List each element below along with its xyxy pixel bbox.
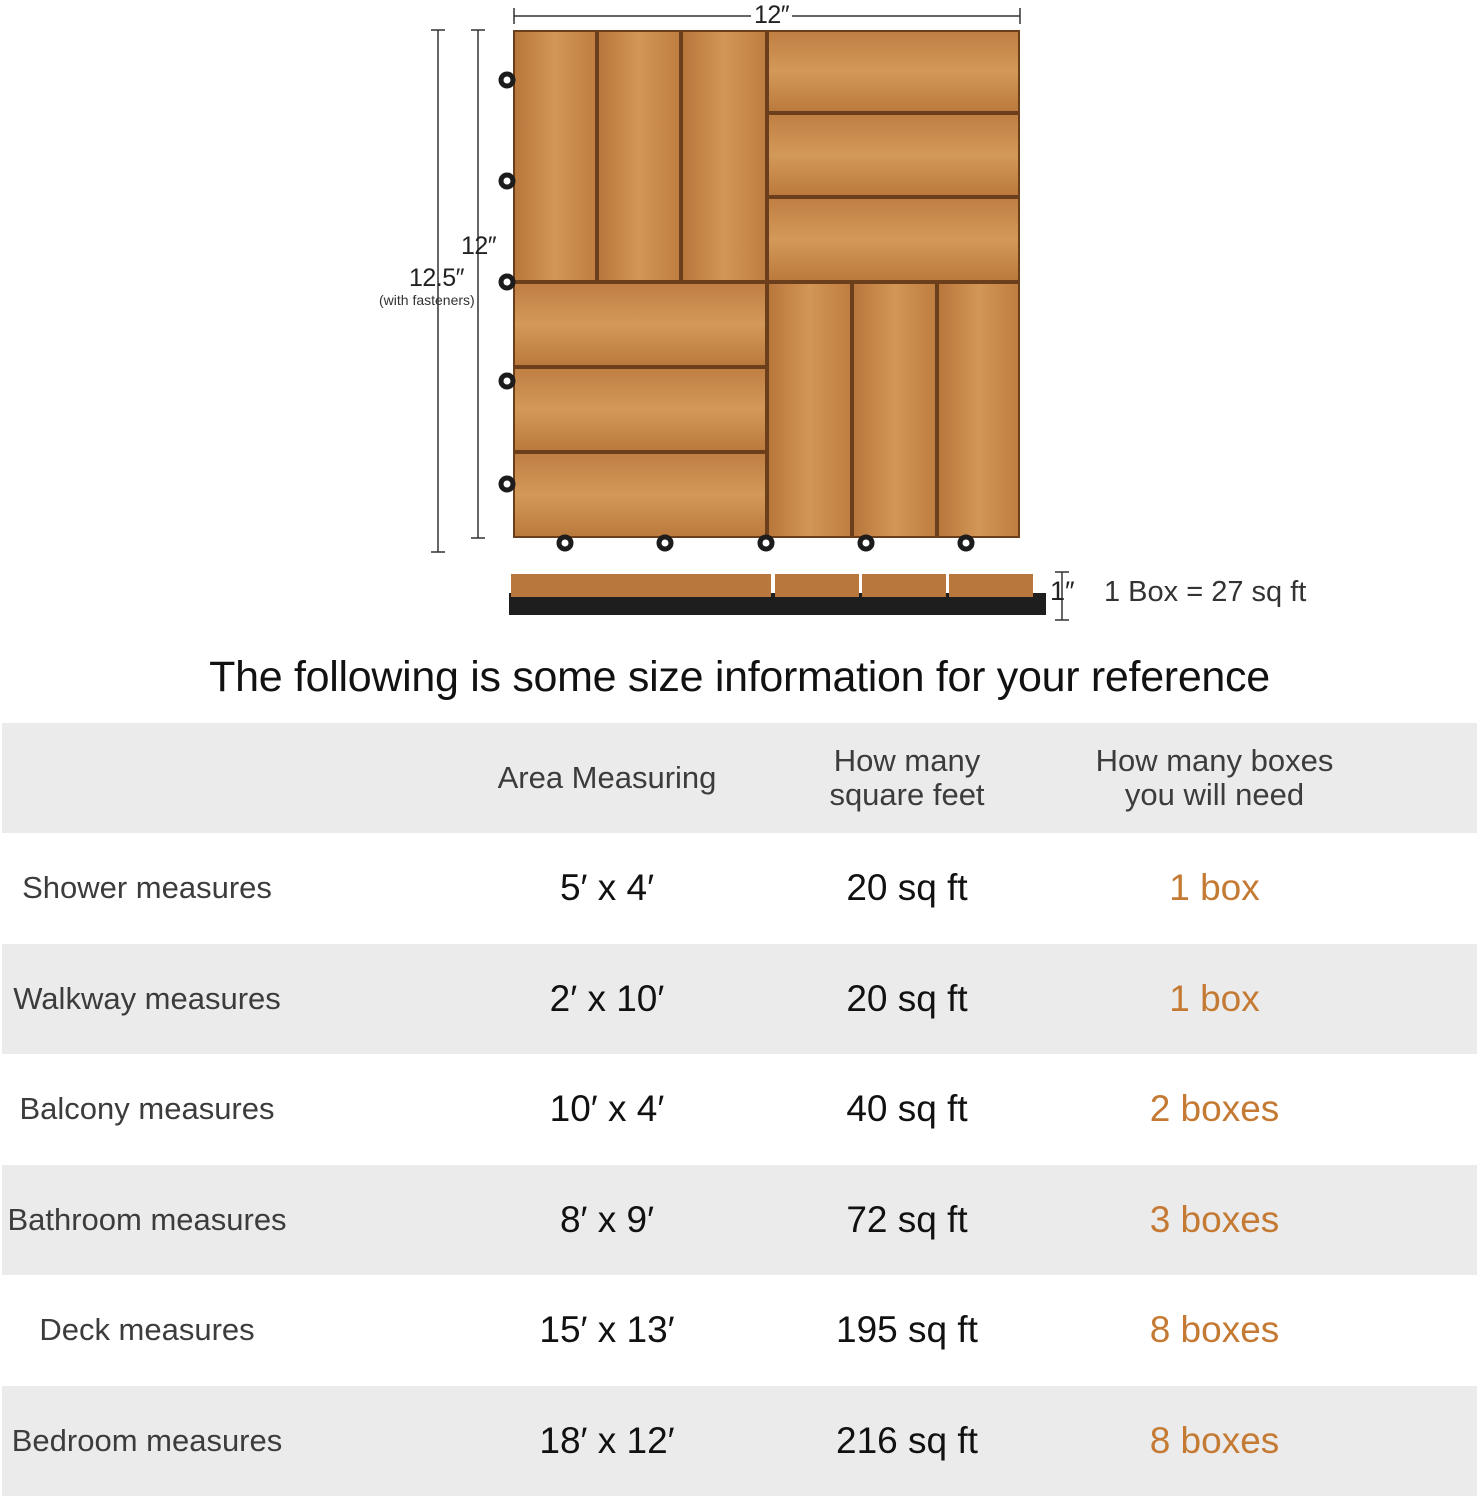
row-label: Bedroom measures — [11, 1422, 283, 1458]
table-row — [2, 944, 1477, 1055]
table-header-row — [2, 723, 1477, 833]
row-label: Walkway measures — [13, 980, 281, 1016]
area-cell: 10′ x 4′ — [549, 1088, 665, 1130]
slat — [854, 284, 935, 536]
sqft-cell: 20 sq ft — [846, 867, 968, 909]
slat — [515, 32, 595, 280]
page-heading: The following is some size information for your reference — [209, 653, 1270, 701]
sqft-cell: 40 sq ft — [846, 1088, 968, 1130]
boxes-cell: 1 box — [1169, 867, 1260, 909]
header-boxes: How many boxes you will need — [1095, 743, 1334, 812]
header-sqft: How many square feet — [829, 743, 985, 812]
tile-illustration — [0, 0, 1479, 640]
slat — [769, 199, 1018, 280]
area-cell: 8′ x 9′ — [559, 1198, 655, 1240]
slat — [769, 32, 1018, 111]
table-row — [2, 1165, 1477, 1276]
area-cell: 18′ x 12′ — [539, 1419, 675, 1461]
box-coverage-note: 1 Box = 27 sq ft — [1104, 576, 1307, 608]
boxes-cell: 2 boxes — [1149, 1088, 1280, 1130]
header-area: Area Measuring — [497, 760, 717, 795]
table-row — [2, 1054, 1477, 1165]
slat — [769, 284, 850, 536]
area-cell: 15′ x 13′ — [539, 1309, 675, 1351]
area-cell: 2′ x 10′ — [549, 977, 665, 1019]
size-reference-table — [2, 723, 1477, 1496]
boxes-cell: 8 boxes — [1149, 1419, 1280, 1461]
height-with-fasteners-label: 12.5″ — [409, 264, 465, 292]
boxes-cell: 3 boxes — [1149, 1198, 1280, 1240]
table-row — [2, 1275, 1477, 1386]
slat — [515, 454, 765, 536]
slat — [769, 115, 1018, 195]
height-label: 12″ — [461, 232, 497, 260]
slat — [683, 32, 765, 280]
fasteners-note: (with fasteners) — [379, 292, 475, 308]
boxes-cell: 8 boxes — [1149, 1309, 1280, 1351]
tile-side-profile — [509, 574, 1046, 615]
sqft-cell: 216 sq ft — [836, 1419, 978, 1461]
slat — [515, 284, 765, 365]
thickness-label: 1″ — [1050, 576, 1075, 606]
row-label: Shower measures — [22, 870, 272, 906]
slat — [515, 369, 765, 450]
header-blank — [2, 723, 442, 833]
slat — [599, 32, 679, 280]
row-label: Deck measures — [39, 1312, 255, 1348]
sqft-cell: 72 sq ft — [846, 1198, 968, 1240]
area-cell: 5′ x 4′ — [559, 867, 655, 909]
sqft-cell: 195 sq ft — [836, 1309, 978, 1351]
sqft-cell: 20 sq ft — [846, 977, 968, 1019]
row-label: Balcony measures — [19, 1091, 275, 1127]
row-label: Bathroom measures — [7, 1201, 287, 1237]
boxes-cell: 1 box — [1169, 977, 1260, 1019]
table-row — [2, 1386, 1477, 1497]
table-row — [2, 833, 1477, 944]
width-label: 12″ — [751, 1, 792, 30]
slat — [939, 284, 1018, 536]
